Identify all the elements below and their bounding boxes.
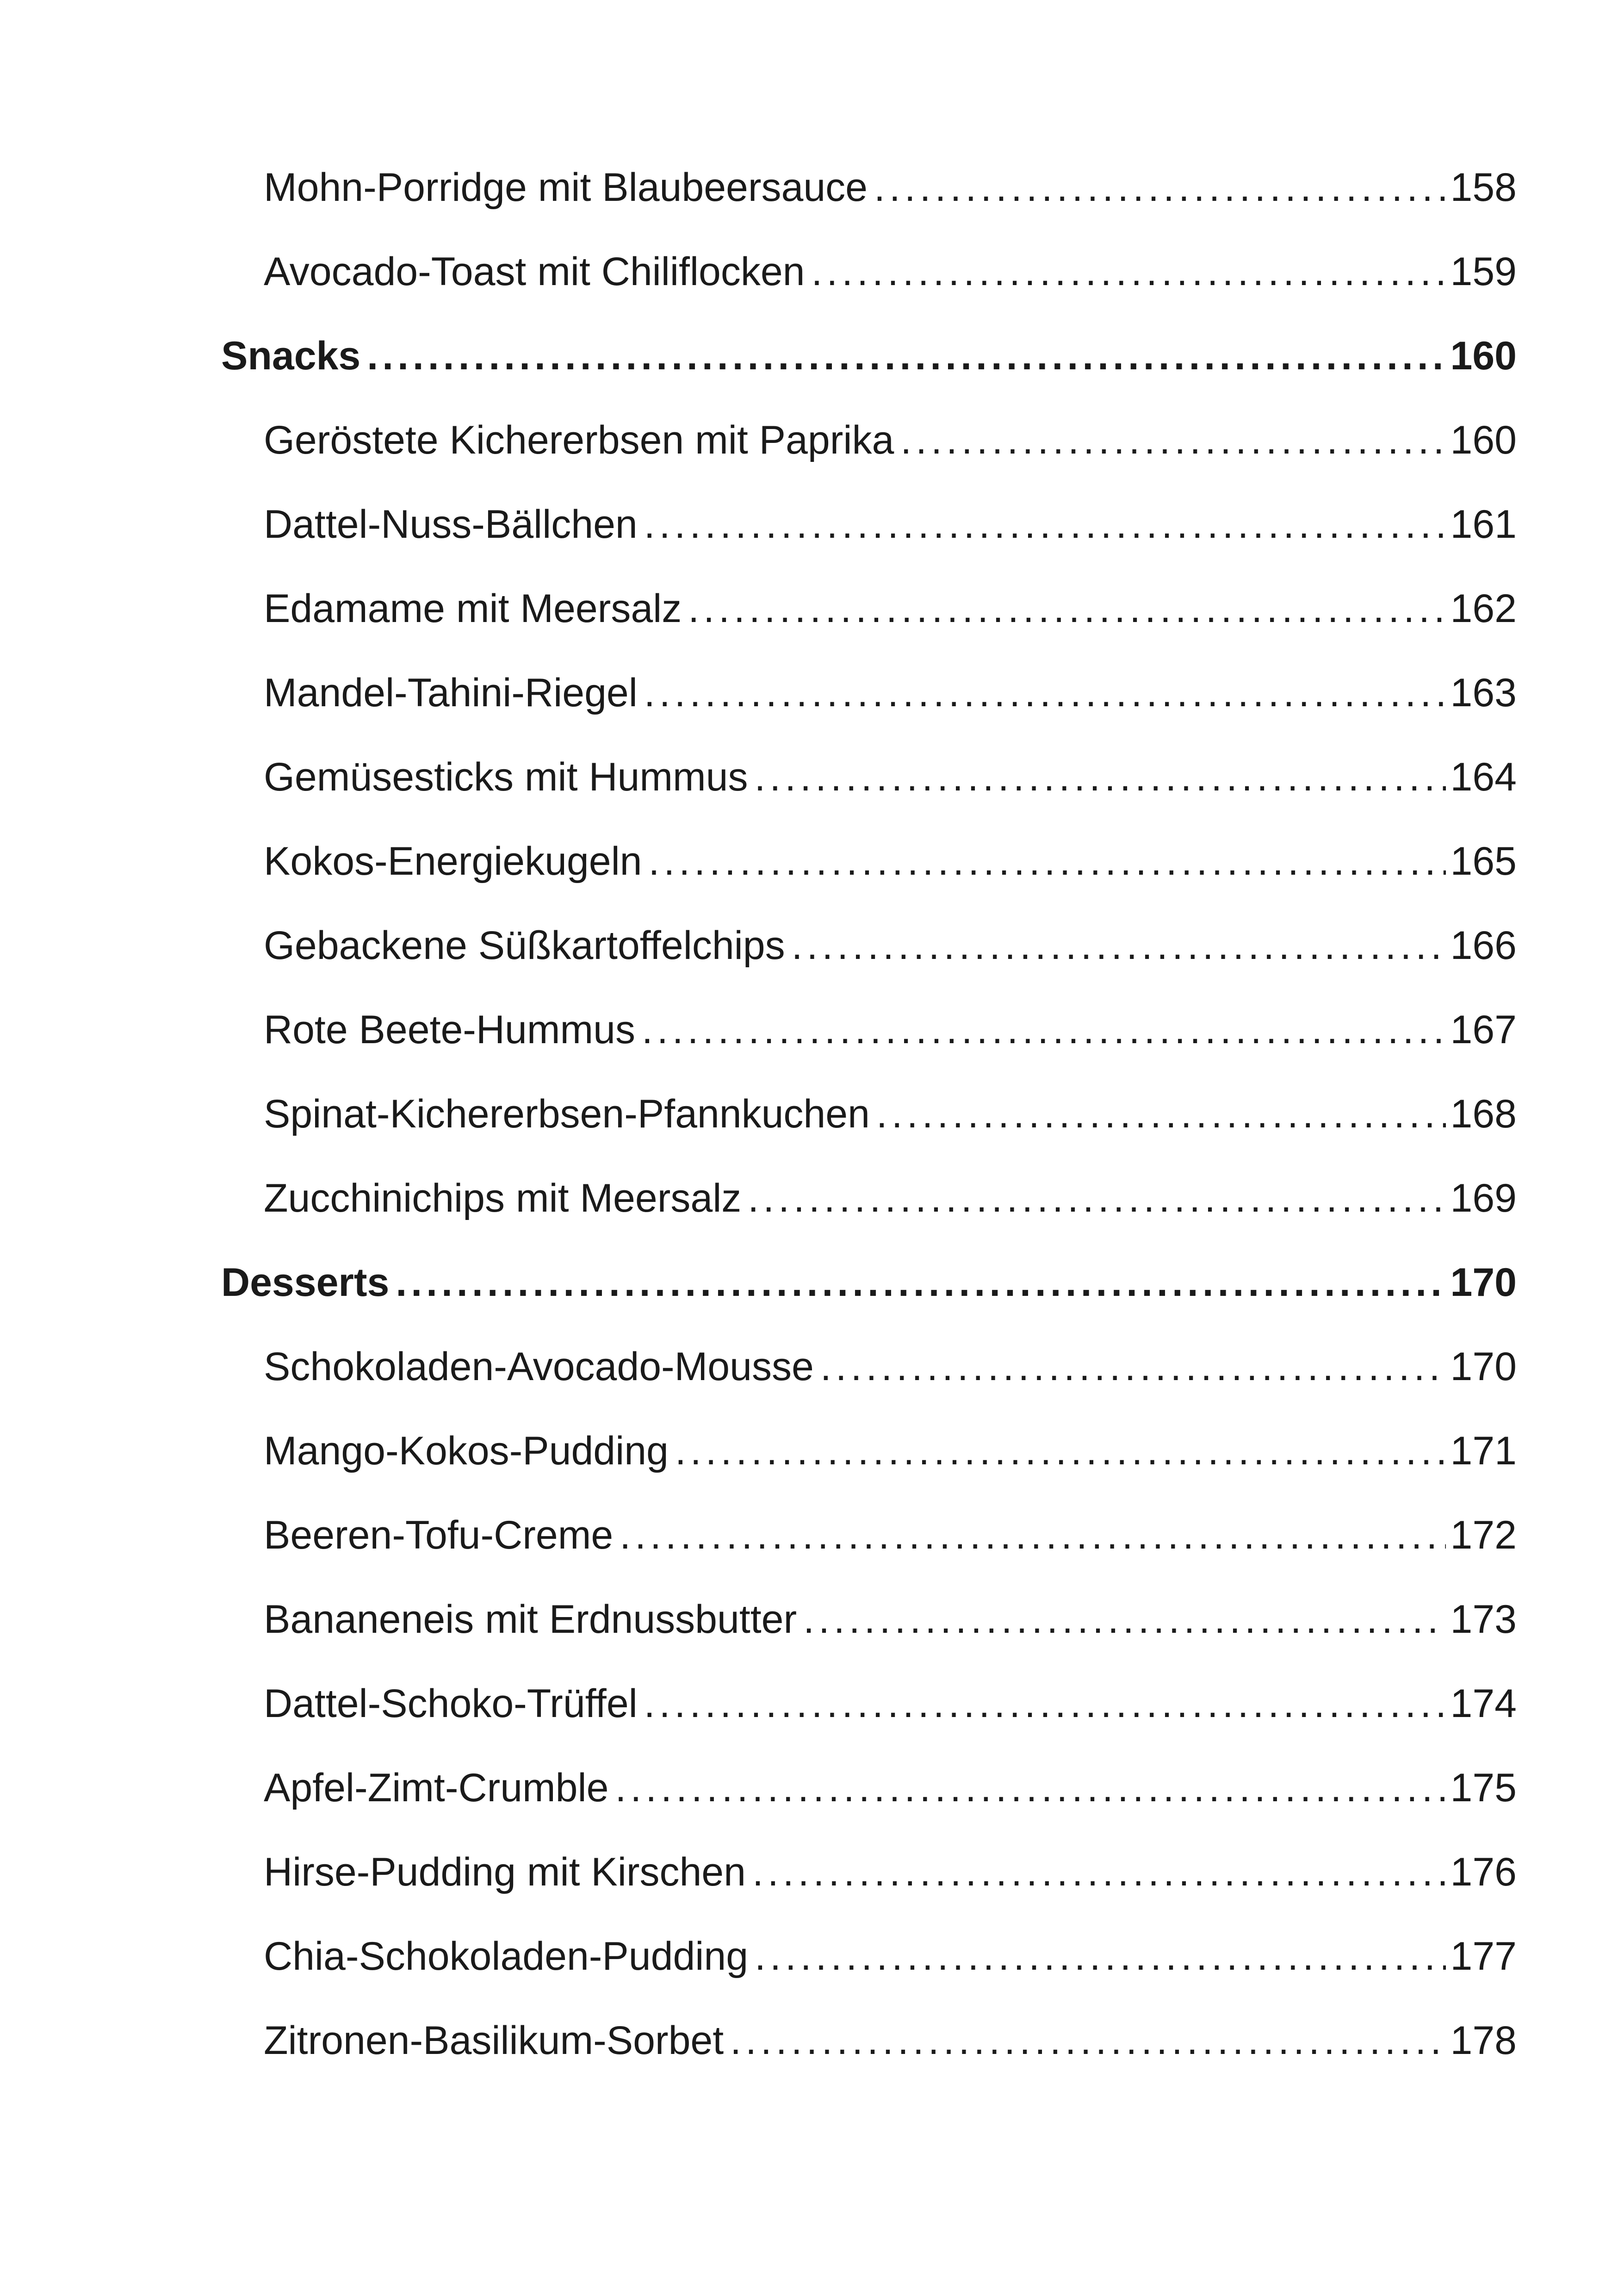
dot-leader: [748, 1164, 1445, 1233]
toc-entry-title: Avocado-Toast mit Chiliflocken: [264, 249, 805, 294]
toc-page-number: 167: [1450, 1008, 1517, 1052]
toc-entry-title: Bananeneis mit Erdnussbutter: [264, 1597, 797, 1642]
toc-page-number: 168: [1450, 1092, 1517, 1136]
toc-page-number: 163: [1450, 671, 1517, 715]
toc-section-title: Snacks: [221, 334, 361, 378]
toc-entry-title: Zucchinichips mit Meersalz: [264, 1176, 742, 1220]
toc-entry[interactable]: [264, 995, 1517, 1064]
dot-leader: [620, 1500, 1445, 1570]
dot-leader: [644, 1669, 1446, 1738]
toc-entry-title: Spinat-Kichererbsen-Pfannkuchen: [264, 1092, 870, 1136]
toc-page-number: 159: [1450, 249, 1517, 294]
dot-leader: [688, 574, 1445, 643]
toc-page-number: 158: [1450, 165, 1517, 210]
toc-entry-title: Mango-Kokos-Pudding: [264, 1429, 669, 1473]
toc-page-number: 162: [1450, 586, 1517, 631]
toc-page-number: 174: [1450, 1681, 1517, 1726]
dot-leader: [900, 405, 1445, 475]
toc-entry-title: Edamame mit Meersalz: [264, 586, 682, 631]
dot-leader: [730, 2006, 1445, 2075]
dot-leader: [803, 1585, 1445, 1654]
toc-entry[interactable]: [264, 1922, 1517, 1991]
toc-entry[interactable]: [264, 1669, 1517, 1738]
toc-entry[interactable]: [264, 237, 1517, 306]
toc-entry-title: Kokos-Energiekugeln: [264, 839, 642, 884]
toc-entry[interactable]: [264, 1837, 1517, 1907]
toc-section-heading[interactable]: [221, 1248, 1517, 1317]
toc-entry[interactable]: [264, 1585, 1517, 1654]
toc-entry[interactable]: [264, 405, 1517, 475]
toc-entry-title: Gemüsesticks mit Hummus: [264, 755, 748, 799]
toc-page-number: 164: [1450, 755, 1517, 799]
toc-page-number: 170: [1450, 1344, 1517, 1389]
toc-entry[interactable]: [264, 827, 1517, 896]
toc-entry[interactable]: [264, 490, 1517, 559]
dot-leader: [792, 911, 1446, 980]
toc-page-number: 178: [1450, 2018, 1517, 2063]
toc-section-title: Desserts: [221, 1260, 390, 1305]
dot-leader: [755, 1922, 1445, 1991]
dot-leader: [649, 827, 1446, 896]
toc-entry[interactable]: [264, 1164, 1517, 1233]
toc-entry[interactable]: [264, 1753, 1517, 1823]
toc-page-number: 169: [1450, 1176, 1517, 1220]
toc-entry-title: Beeren-Tofu-Creme: [264, 1513, 614, 1557]
dot-leader: [615, 1753, 1445, 1823]
toc-page-number: 176: [1450, 1850, 1517, 1894]
toc-page-number: 177: [1450, 1934, 1517, 1979]
toc-entry[interactable]: [264, 153, 1517, 222]
dot-leader: [752, 1837, 1446, 1907]
dot-leader: [755, 742, 1446, 812]
toc-entry[interactable]: [264, 1332, 1517, 1401]
toc-entry-title: Schokoladen-Avocado-Mousse: [264, 1344, 814, 1389]
toc-entry[interactable]: [264, 1416, 1517, 1486]
toc-page-number: 166: [1450, 923, 1517, 968]
toc-entry[interactable]: [264, 658, 1517, 728]
dot-leader: [675, 1416, 1446, 1486]
toc-entry-title: Mohn-Porridge mit Blaubeersauce: [264, 165, 868, 210]
toc-entry[interactable]: [264, 742, 1517, 812]
dot-leader: [874, 153, 1446, 222]
toc-entry[interactable]: [264, 1500, 1517, 1570]
dot-leader: [644, 490, 1446, 559]
toc-page-number: 161: [1450, 502, 1517, 547]
toc-page-number: 165: [1450, 839, 1517, 884]
toc-entry[interactable]: [264, 911, 1517, 980]
toc-entry-title: Apfel-Zimt-Crumble: [264, 1766, 609, 1810]
dot-leader: [876, 1079, 1446, 1149]
toc-entry[interactable]: [264, 1079, 1517, 1149]
toc-entry-title: Zitronen-Basilikum-Sorbet: [264, 2018, 724, 2063]
dot-leader: [396, 1248, 1445, 1317]
toc-section-heading[interactable]: [221, 321, 1517, 391]
toc-page-number: 171: [1450, 1429, 1517, 1473]
toc-entry-title: Geröstete Kichererbsen mit Paprika: [264, 418, 894, 462]
toc-page-number: 175: [1450, 1766, 1517, 1810]
toc-page-number: 173: [1450, 1597, 1517, 1642]
dot-leader: [642, 995, 1446, 1064]
toc-entry-title: Gebackene Süßkartoffelchips: [264, 923, 785, 968]
toc-entry-title: Dattel-Nuss-Bällchen: [264, 502, 638, 547]
toc-entry-title: Chia-Schokoladen-Pudding: [264, 1934, 749, 1979]
toc-page-number: 172: [1450, 1513, 1517, 1557]
toc-entry-title: Dattel-Schoko-Trüffel: [264, 1681, 638, 1726]
toc-page-number: 160: [1450, 334, 1517, 378]
toc-page-number: 160: [1450, 418, 1517, 462]
dot-leader: [367, 321, 1445, 391]
toc-entry[interactable]: [264, 574, 1517, 643]
toc-entry-title: Rote Beete-Hummus: [264, 1008, 635, 1052]
toc-entry[interactable]: [264, 2006, 1517, 2075]
dot-leader: [811, 237, 1445, 306]
toc-entry-title: Mandel-Tahini-Riegel: [264, 671, 638, 715]
toc-entry-title: Hirse-Pudding mit Kirschen: [264, 1850, 746, 1894]
dot-leader: [644, 658, 1446, 728]
toc-page-number: 170: [1450, 1260, 1517, 1305]
dot-leader: [820, 1332, 1446, 1401]
